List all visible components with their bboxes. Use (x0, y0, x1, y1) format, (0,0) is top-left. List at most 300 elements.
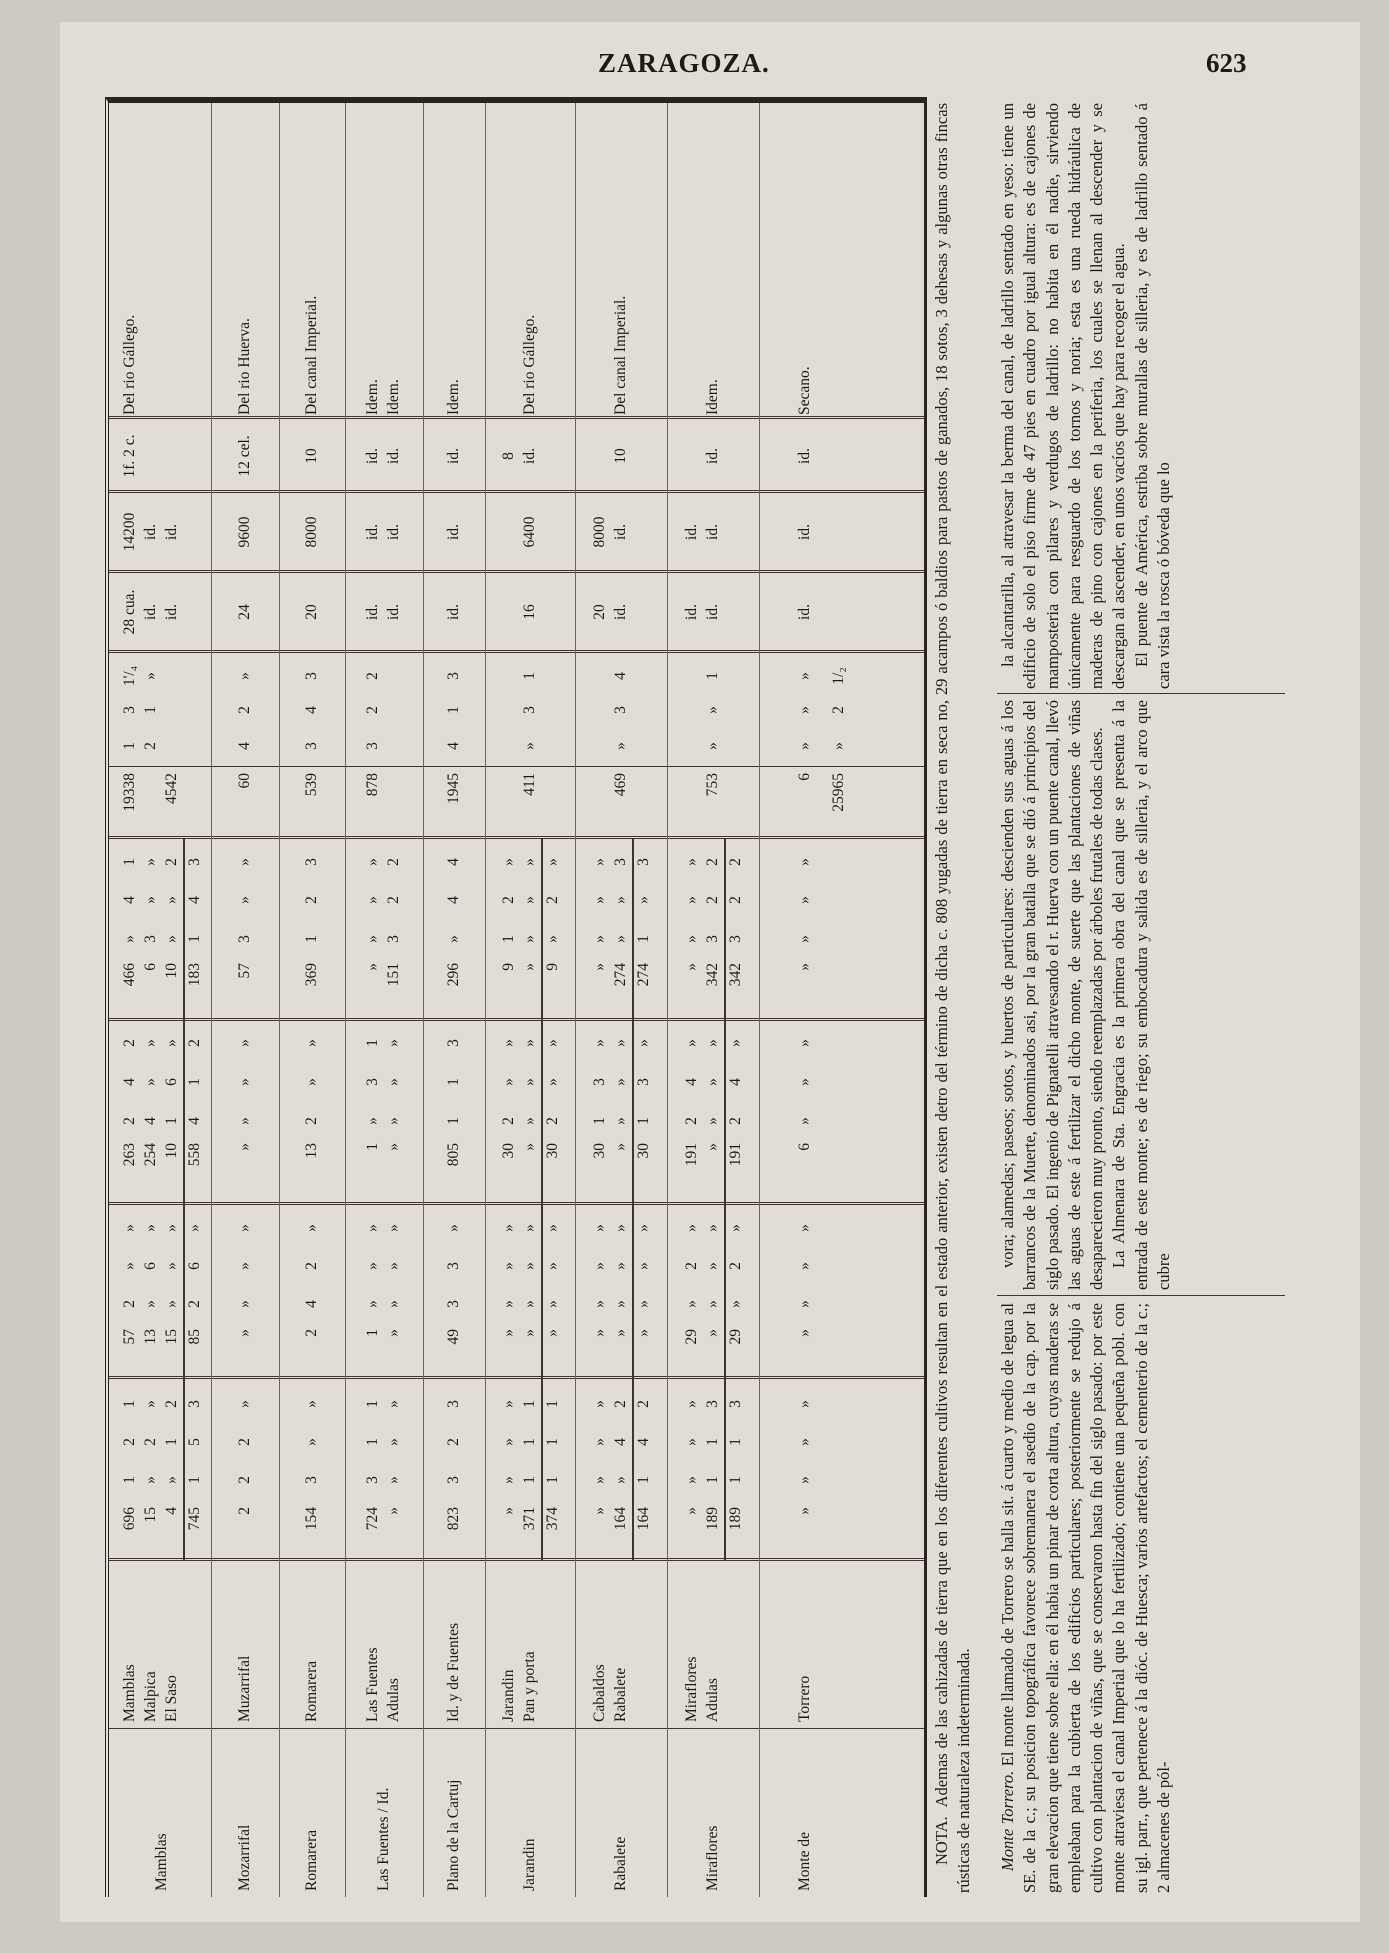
value-cell: » (611, 935, 629, 943)
value-cell: 10 (163, 963, 180, 979)
value-cell: 696 (121, 1507, 138, 1531)
subtotal-cell: 4 (726, 1078, 744, 1086)
value-cell: » (364, 858, 381, 866)
value-cell: 3 (364, 1476, 381, 1484)
value-cell: » (795, 1039, 813, 1047)
value-cell: » (142, 896, 159, 904)
cabezas-cell: 1 (520, 672, 538, 680)
cabezas-cell: 3 (121, 706, 138, 714)
value-cell: 30 (499, 1143, 517, 1159)
value-cell: » (302, 1400, 320, 1408)
value-cell: 154 (302, 1507, 320, 1531)
rent-cell: id. (795, 604, 813, 620)
cabezas-cell: 1'/₄ (121, 665, 138, 687)
value-cell: 3 (611, 858, 629, 866)
table-row (211, 103, 280, 1897)
cabezas-cell: 2 (364, 672, 381, 680)
table-row (423, 103, 486, 1897)
impuesto-cell: 8 (499, 452, 517, 460)
value-cell: » (499, 1039, 517, 1047)
riego-cell: Secano. (795, 366, 813, 415)
riego-cell: Idem. (703, 379, 721, 415)
cabezas-cell: 4 (302, 706, 320, 714)
value-total-cell: 6400 (520, 516, 538, 548)
value-cell: » (590, 1300, 608, 1308)
value-cell: » (142, 1224, 159, 1232)
locality-name: Malpica (142, 1671, 159, 1722)
total-cell: 878 (364, 773, 381, 797)
rent-cell: id. (444, 604, 462, 620)
value-cell: » (302, 1438, 320, 1446)
column-divider (997, 693, 1285, 694)
value-cell: 3 (703, 935, 721, 943)
value-total-cell: id. (682, 524, 700, 540)
value-cell: 10 (163, 1143, 180, 1159)
subtotal-cell: 1 (634, 935, 652, 943)
cabezas-cell: 2 (235, 706, 253, 714)
value-cell: 371 (520, 1507, 538, 1531)
subtotal-cell: 274 (634, 963, 652, 987)
value-cell: » (364, 963, 381, 971)
value-cell: » (703, 1078, 721, 1086)
value-cell: » (142, 1039, 159, 1047)
locality-name: Id. y de Fuentes (444, 1622, 462, 1722)
value-cell: » (163, 1039, 180, 1047)
subtotal-cell: » (634, 896, 652, 904)
value-cell: » (364, 1224, 381, 1232)
value-cell: 29 (682, 1329, 700, 1345)
subtotal-cell: 2 (726, 896, 744, 904)
value-cell: 1 (499, 935, 517, 943)
value-cell: 4 (163, 1507, 180, 1515)
value-cell: » (364, 935, 381, 943)
value-cell: 2 (499, 1117, 517, 1125)
total-cell: 1945 (444, 773, 462, 804)
table-row (113, 103, 212, 1897)
value-cell: 2 (235, 1476, 253, 1484)
locality-name: Jarandin (499, 1669, 517, 1722)
subtotal-cell: 191 (726, 1143, 744, 1167)
cabezas-cell: » (235, 672, 253, 680)
value-cell: » (142, 1476, 159, 1484)
rent-cell: id. (611, 604, 629, 620)
table-row (485, 103, 576, 1897)
value-cell: 3 (444, 1400, 462, 1408)
value-cell: » (364, 1117, 381, 1125)
row-group-label: Plano de la Cartuj (444, 1779, 462, 1891)
value-cell: » (611, 1476, 629, 1484)
value-cell: » (499, 1078, 517, 1086)
rent-cell: id. (142, 604, 159, 620)
row-group-label: Miraflores (703, 1825, 721, 1891)
value-cell: » (520, 1078, 538, 1086)
page-title: ZARAGOZA. (598, 48, 770, 78)
column-3-text: la alcantarilla, al atravesar la berma del canal, de ladrillo sentado en yeso: tiene un edificio de solo el piso firme de 47 pies en cuadro por igual altura: es de cajones de mamposteria con pilares y verdugos de ladrillo: no habita en él nadie, sirviendo únicamente para resguardo de los tornos y noria; esta es una rueda hidráulica de maderas de pino con cajones en la periferia, los cuales se llenan al descender y se descargan al ascender, en unos vacíos que hay para recoger el agua. (998, 103, 1129, 689)
value-cell: » (795, 1476, 813, 1484)
table-row (345, 103, 424, 1897)
total-cell: 539 (302, 773, 320, 797)
row-group-label: Monte de (795, 1832, 813, 1891)
subtotal-cell: 374 (543, 1507, 561, 1531)
grand-total-cabezas: » (830, 742, 847, 750)
value-cell: » (682, 1039, 700, 1047)
value-cell: » (385, 1400, 402, 1408)
rotated-content (105, 97, 1285, 1897)
cabezas-cell: 4 (611, 672, 629, 680)
value-cell: 4 (121, 896, 138, 904)
subtotal-cell: » (543, 1262, 561, 1270)
cabezas-cell: 3 (444, 672, 462, 680)
value-cell: » (235, 1224, 253, 1232)
value-cell: » (795, 963, 813, 971)
subtotal-cell: » (726, 1300, 744, 1308)
locality-name: Torrero (795, 1675, 813, 1722)
subtotal-cell: » (634, 1300, 652, 1308)
rent-cell: id. (385, 604, 402, 620)
value-cell: 1 (121, 1476, 138, 1484)
locality-name: Romarera (302, 1660, 320, 1722)
riego-cell: Idem. (364, 379, 381, 415)
value-cell: » (703, 1117, 721, 1125)
value-cell: 3 (444, 1476, 462, 1484)
value-cell: 2 (302, 1117, 320, 1125)
value-cell: 2 (385, 858, 402, 866)
value-cell: 2 (385, 896, 402, 904)
value-cell: » (590, 1329, 608, 1337)
value-cell: 4 (444, 896, 462, 904)
value-cell: 2 (302, 896, 320, 904)
rent-cell: id. (703, 604, 721, 620)
total-cell: 19338 (121, 773, 138, 812)
value-cell: » (235, 896, 253, 904)
riego-cell: Del rio Huerva. (235, 318, 253, 415)
value-cell: » (611, 1039, 629, 1047)
cabezas-cell: 3 (302, 672, 320, 680)
value-cell: » (163, 896, 180, 904)
value-cell: 1 (364, 1400, 381, 1408)
value-cell: » (520, 858, 538, 866)
value-cell: » (590, 896, 608, 904)
value-cell: » (682, 1300, 700, 1308)
value-cell: 4 (611, 1438, 629, 1446)
value-total-cell: id. (611, 524, 629, 540)
value-cell: 3 (302, 1476, 320, 1484)
value-cell: 342 (703, 963, 721, 987)
cabezas-cell: 3 (520, 706, 538, 714)
total-cell: 753 (703, 773, 721, 797)
subtotal-cell: 2 (186, 1300, 203, 1308)
row-group-label: Las Fuentes / Id. (374, 1787, 392, 1891)
value-cell: » (302, 1078, 320, 1086)
locality-name: Pan y porta (520, 1651, 538, 1722)
subtotal-cell: 2 (726, 858, 744, 866)
value-cell: » (235, 1078, 253, 1086)
value-cell: » (590, 935, 608, 943)
subtotal-cell: » (543, 1039, 561, 1047)
cabezas-cell: 3 (302, 742, 320, 750)
cabezas-cell: » (142, 672, 159, 680)
rent-cell: 20 (302, 604, 320, 620)
value-cell: » (235, 858, 253, 866)
value-cell: » (590, 1039, 608, 1047)
note-label: NOTA. (932, 1816, 951, 1865)
value-cell: 3 (385, 935, 402, 943)
subtotal-cell: 1 (634, 1476, 652, 1484)
subtotal-cell: » (543, 858, 561, 866)
subtotal-cell: » (726, 1039, 744, 1047)
cabezas-cell: » (611, 742, 629, 750)
value-cell: » (590, 858, 608, 866)
impuesto-cell: 12 cel. (235, 435, 253, 477)
column-1-text: El monte llamado de Torrero se halla sit. á cuarto y medio de legua al SE. de la c.; su posicion topográfica favorece sobremanera el asedio de la cap. por la gran elevacion que tiene sobre ella: en él habia un pinar de corta altura, cuyas maderas se empleaban para la cubierta de los edificios particulares; posteriormente se redujo á cultivo con plantacion de viñas, que se conservaron hasta fin del siglo pasado: por este monte atraviesa el canal Imperial que lo ha fertilizado; contiene una pequeña pobl. con su igl. parr., que pertenece á la dióc. de Huesca; varios artefactos; el cementerio de la c.; 2 almacenes de pól- (998, 1302, 1174, 1893)
cabezas-cell: 4 (444, 742, 462, 750)
table-row (575, 103, 668, 1897)
value-cell: 2 (235, 1438, 253, 1446)
value-cell: 3 (302, 858, 320, 866)
row-group-label: Mozarrifal (235, 1824, 253, 1891)
value-cell: » (385, 1224, 402, 1232)
column-3-text-2: El puente de América, estriba sobre murallas de silleria, y es de ladrillo sentado á cara vista la rosca ó bóveda que lo (1131, 103, 1174, 689)
subtotal-cell: 1 (634, 1117, 652, 1125)
value-cell: 1 (364, 1039, 381, 1047)
value-cell: » (682, 1476, 700, 1484)
value-cell: 13 (142, 1329, 159, 1345)
locality-name: Adulas (703, 1678, 721, 1722)
value-cell: » (703, 1224, 721, 1232)
value-cell: » (520, 1039, 538, 1047)
subtotal-cell: 3 (726, 1400, 744, 1408)
total-cell: 469 (611, 773, 629, 797)
value-cell: » (682, 1507, 700, 1515)
rent-cell: 16 (520, 604, 538, 620)
value-total-cell: 14200 (121, 512, 138, 552)
cabezas-cell: » (795, 742, 813, 750)
value-cell: » (795, 896, 813, 904)
rent-cell: 24 (235, 604, 253, 620)
value-cell: » (121, 1224, 138, 1232)
value-cell: 1 (520, 1476, 538, 1484)
value-cell: » (142, 1078, 159, 1086)
row-group-label: Mamblas (152, 1833, 170, 1891)
value-cell: 57 (235, 963, 253, 979)
value-cell: 1 (364, 1329, 381, 1337)
value-cell: » (163, 1262, 180, 1270)
value-cell: 164 (611, 1507, 629, 1531)
column-2-text: vora; alamedas; paseos; sotos, y huertos de particulares: descienden sus aguas á los barrancos de la Muerte, denominados asi, por la gran batalla que se dió á principios del siglo pasado. El ingenio de Pignatelli atravesando el r. Huerva con un puente canal, llevó las aguas de este á fertilizar el dicho monte, de suerte que las plantaciones de viñas desaparecieron muy pronto, siendo reemplazadas por árboles frutales de todas clases. (998, 700, 1107, 1290)
value-cell: » (611, 896, 629, 904)
value-cell: 2 (121, 1117, 138, 1125)
value-cell: » (520, 1262, 538, 1270)
value-cell: 1 (703, 1438, 721, 1446)
locality-name: Adulas (385, 1678, 402, 1722)
value-cell: » (499, 1300, 517, 1308)
value-total-cell: 8000 (302, 516, 320, 548)
value-cell: 4 (142, 1117, 159, 1125)
row-group-label: Jarandin (520, 1838, 538, 1891)
value-cell: » (611, 1143, 629, 1151)
value-cell: » (385, 1507, 402, 1515)
value-cell: 2 (235, 1507, 253, 1515)
value-cell: » (703, 1143, 721, 1151)
impuesto-cell: id. (385, 448, 402, 464)
value-cell: » (235, 1262, 253, 1270)
rent-cell: id. (163, 604, 180, 620)
value-total-cell: id. (163, 524, 180, 540)
value-cell: 1 (520, 1400, 538, 1408)
cabezas-cell: 1 (444, 706, 462, 714)
value-cell: 4 (302, 1300, 320, 1308)
value-cell: » (590, 963, 608, 971)
value-cell: 15 (142, 1507, 159, 1523)
value-cell: » (590, 1262, 608, 1270)
subtotal-cell: 189 (726, 1507, 744, 1531)
value-cell: » (520, 1329, 538, 1337)
subtotal-cell: 3 (634, 1078, 652, 1086)
rent-cell: 28 cua. (121, 589, 138, 635)
value-cell: 6 (142, 1262, 159, 1270)
text-column-2 (997, 700, 1285, 1290)
value-cell: 4 (444, 858, 462, 866)
cabezas-cell: 1 (121, 742, 138, 750)
cabezas-cell: » (795, 706, 813, 714)
subtotal-cell: » (543, 1300, 561, 1308)
value-cell: » (795, 1117, 813, 1125)
impuesto-cell: id. (703, 448, 721, 464)
subtotal-cell: 3 (634, 858, 652, 866)
value-cell: 1 (163, 1117, 180, 1125)
value-cell: » (682, 935, 700, 943)
subtotal-cell: » (726, 1224, 744, 1232)
value-cell: 3 (364, 1078, 381, 1086)
subtotal-cell: » (543, 935, 561, 943)
value-cell: 1 (121, 858, 138, 866)
value-cell: 3 (703, 1400, 721, 1408)
value-cell: 2 (142, 1438, 159, 1446)
locality-name: Las Fuentes (364, 1647, 381, 1722)
value-cell: 296 (444, 963, 462, 987)
value-cell: » (444, 1224, 462, 1232)
riego-cell: Del rio Gállego. (121, 314, 138, 415)
impuesto-cell: id. (795, 448, 813, 464)
note-paragraph (931, 103, 975, 1893)
value-cell: » (499, 1262, 517, 1270)
value-cell: » (590, 1400, 608, 1408)
total-cell: 411 (520, 773, 538, 796)
text-columns (997, 103, 1285, 1893)
value-cell: » (682, 1224, 700, 1232)
subtotal-cell: 745 (186, 1507, 203, 1531)
subtotal-cell: » (634, 1224, 652, 1232)
value-cell: 2 (121, 1438, 138, 1446)
value-total-cell: id. (364, 524, 381, 540)
value-cell: » (163, 1476, 180, 1484)
value-cell: » (795, 1262, 813, 1270)
value-cell: » (499, 1400, 517, 1408)
value-cell: » (520, 896, 538, 904)
value-cell: 466 (121, 963, 138, 987)
subtotal-cell: 4 (186, 1117, 203, 1125)
grand-total-cell: 25965 (830, 773, 847, 812)
subtotal-cell: 29 (726, 1329, 744, 1345)
value-cell: 191 (682, 1143, 700, 1167)
land-table (105, 97, 927, 1897)
subtotal-cell: » (543, 1078, 561, 1086)
value-cell: 2 (163, 858, 180, 866)
subtotal-cell: » (634, 1262, 652, 1270)
cabezas-cell: » (795, 672, 813, 680)
value-cell: » (302, 1039, 320, 1047)
value-cell: 6 (142, 963, 159, 971)
value-cell: » (703, 1262, 721, 1270)
impuesto-cell: id. (364, 448, 381, 464)
locality-name: El Saso (163, 1675, 180, 1722)
riego-cell: Del canal Imperial. (302, 295, 320, 415)
value-cell: » (795, 1400, 813, 1408)
value-cell: » (795, 1224, 813, 1232)
value-cell: » (385, 1262, 402, 1270)
value-cell: 6 (795, 1143, 813, 1151)
subtotal-cell: 2 (186, 1039, 203, 1047)
value-cell: » (235, 1117, 253, 1125)
value-cell: » (499, 1329, 517, 1337)
subtotal-cell: 4 (186, 896, 203, 904)
value-cell: 30 (590, 1143, 608, 1159)
subtotal-cell: » (634, 1039, 652, 1047)
value-cell: » (235, 1329, 253, 1337)
value-cell: 13 (302, 1143, 320, 1159)
subtotal-cell: 30 (543, 1143, 561, 1159)
value-cell: 2 (302, 1262, 320, 1270)
riego-cell: Del rio Gállego. (520, 314, 538, 415)
value-cell: » (520, 1224, 538, 1232)
subtotal-cell: 342 (726, 963, 744, 987)
subtotal-cell: 1 (726, 1476, 744, 1484)
value-cell: » (590, 1438, 608, 1446)
cabezas-cell: 2 (364, 706, 381, 714)
value-cell: 6 (163, 1078, 180, 1086)
impuesto-cell: 10 (302, 448, 320, 464)
value-cell: » (682, 1438, 700, 1446)
value-cell: » (385, 1329, 402, 1337)
value-cell: 823 (444, 1507, 462, 1531)
value-cell: » (611, 1329, 629, 1337)
value-total-cell: id. (385, 524, 402, 540)
value-cell: » (590, 1224, 608, 1232)
value-cell: 254 (142, 1143, 159, 1167)
subtotal-cell: 558 (186, 1143, 203, 1167)
subtotal-cell: 183 (186, 963, 203, 987)
value-cell: » (235, 1039, 253, 1047)
value-cell: 3 (444, 1300, 462, 1308)
value-cell: » (703, 1300, 721, 1308)
value-cell: 3 (142, 935, 159, 943)
table-row (759, 103, 851, 1897)
value-cell: » (611, 1300, 629, 1308)
value-cell: 2 (611, 1400, 629, 1408)
value-cell: » (142, 1300, 159, 1308)
value-cell: » (795, 1438, 813, 1446)
value-cell: 1 (163, 1438, 180, 1446)
riego-cell: Idem. (444, 379, 462, 415)
value-cell: 2 (703, 896, 721, 904)
value-cell: 369 (302, 963, 320, 987)
value-cell: » (235, 1300, 253, 1308)
value-cell: » (682, 858, 700, 866)
cabezas-cell: 1 (703, 672, 721, 680)
locality-name: Muzarrifal (235, 1655, 253, 1722)
value-cell: » (444, 935, 462, 943)
value-cell: 2 (121, 1039, 138, 1047)
